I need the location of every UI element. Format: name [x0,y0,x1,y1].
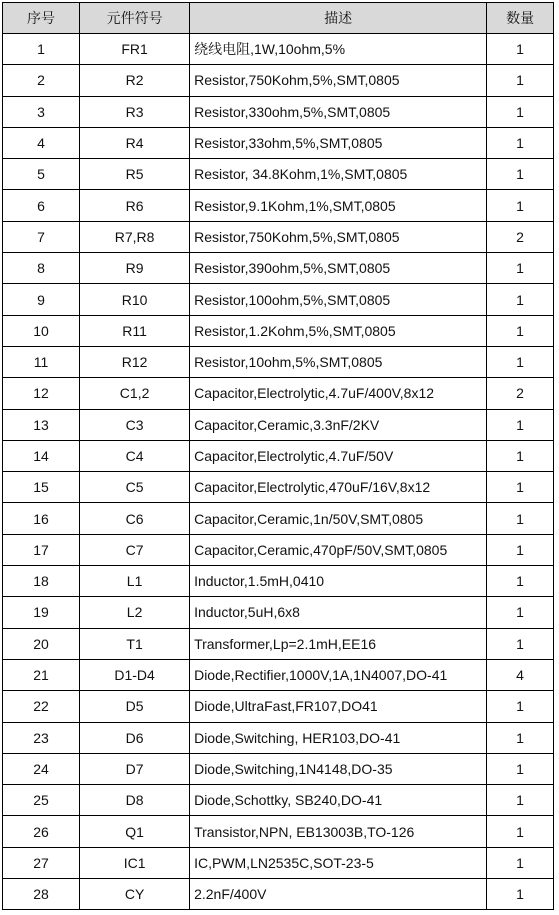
table-row [3,34,554,65]
table-row [3,753,554,784]
cell-index: 12 [3,378,80,409]
table-row [3,597,554,628]
cell-description: Capacitor,Ceramic,1n/50V,SMT,0805 [190,503,487,534]
cell-designator: R7,R8 [80,221,190,252]
table-row [3,503,554,534]
cell-quantity: 1 [487,597,554,628]
cell-designator: C1,2 [80,378,190,409]
cell-quantity: 1 [487,159,554,190]
cell-designator: C3 [80,409,190,440]
cell-index: 22 [3,691,80,722]
cell-designator: CY [80,879,190,910]
cell-index: 6 [3,190,80,221]
cell-description: IC,PWM,LN2535C,SOT-23-5 [190,847,487,878]
cell-description: 绕线电阻,1W,10ohm,5% [190,34,487,65]
cell-designator: R11 [80,315,190,346]
table-row [3,190,554,221]
cell-description: Transformer,Lp=2.1mH,EE16 [190,628,487,659]
cell-description: Capacitor,Electrolytic,4.7uF/50V [190,440,487,471]
cell-description: Capacitor,Ceramic,3.3nF/2KV [190,409,487,440]
cell-description: Resistor,750Kohm,5%,SMT,0805 [190,65,487,96]
table-header [3,3,554,34]
cell-designator: L2 [80,597,190,628]
cell-description: 2.2nF/400V [190,879,487,910]
cell-quantity: 1 [487,566,554,597]
cell-quantity: 1 [487,847,554,878]
cell-quantity: 1 [487,34,554,65]
cell-designator: D1-D4 [80,659,190,690]
cell-quantity: 1 [487,65,554,96]
cell-description: Capacitor,Ceramic,470pF/50V,SMT,0805 [190,534,487,565]
cell-index: 10 [3,315,80,346]
cell-index: 19 [3,597,80,628]
table-row [3,722,554,753]
cell-description: Capacitor,Electrolytic,4.7uF/400V,8x12 [190,378,487,409]
table-row [3,440,554,471]
cell-quantity: 1 [487,691,554,722]
cell-designator: L1 [80,566,190,597]
cell-quantity: 1 [487,315,554,346]
cell-designator: D5 [80,691,190,722]
header-description: 描述 [190,3,487,34]
table-row [3,159,554,190]
table-row [3,691,554,722]
cell-index: 23 [3,722,80,753]
cell-description: Diode,UltraFast,FR107,DO41 [190,691,487,722]
table-row [3,346,554,377]
cell-designator: R12 [80,346,190,377]
cell-designator: IC1 [80,847,190,878]
header-designator: 元件符号 [80,3,190,34]
cell-description: Transistor,NPN, EB13003B,TO-126 [190,816,487,847]
cell-quantity: 1 [487,816,554,847]
cell-designator: R2 [80,65,190,96]
cell-index: 2 [3,65,80,96]
cell-description: Resistor,1.2Kohm,5%,SMT,0805 [190,315,487,346]
cell-index: 20 [3,628,80,659]
cell-designator: R6 [80,190,190,221]
cell-index: 9 [3,284,80,315]
cell-designator: C4 [80,440,190,471]
cell-index: 3 [3,96,80,127]
cell-designator: R10 [80,284,190,315]
cell-index: 11 [3,346,80,377]
table-row [3,534,554,565]
cell-index: 16 [3,503,80,534]
cell-description: Diode,Switching,1N4148,DO-35 [190,753,487,784]
table-body [3,34,554,910]
cell-index: 8 [3,253,80,284]
table-row [3,284,554,315]
cell-index: 25 [3,785,80,816]
cell-description: Diode,Schottky, SB240,DO-41 [190,785,487,816]
cell-designator: R9 [80,253,190,284]
cell-index: 27 [3,847,80,878]
cell-description: Diode,Switching, HER103,DO-41 [190,722,487,753]
cell-quantity: 1 [487,440,554,471]
cell-index: 18 [3,566,80,597]
bom-table [2,2,554,910]
table-row [3,847,554,878]
table-row [3,659,554,690]
cell-quantity: 1 [487,879,554,910]
table-row [3,315,554,346]
cell-index: 4 [3,127,80,158]
cell-quantity: 1 [487,284,554,315]
table-row [3,816,554,847]
table-row [3,127,554,158]
cell-description: Resistor,750Kohm,5%,SMT,0805 [190,221,487,252]
cell-quantity: 1 [487,127,554,158]
cell-index: 1 [3,34,80,65]
cell-description: Inductor,5uH,6x8 [190,597,487,628]
table-row [3,785,554,816]
cell-index: 14 [3,440,80,471]
cell-quantity: 1 [487,785,554,816]
table-row [3,409,554,440]
cell-quantity: 1 [487,534,554,565]
cell-designator: FR1 [80,34,190,65]
cell-designator: D7 [80,753,190,784]
cell-designator: R3 [80,96,190,127]
table-row [3,879,554,910]
cell-quantity: 1 [487,753,554,784]
table-row [3,221,554,252]
table-row [3,378,554,409]
cell-quantity: 2 [487,378,554,409]
cell-designator: R5 [80,159,190,190]
table-row [3,472,554,503]
cell-designator: C7 [80,534,190,565]
cell-index: 21 [3,659,80,690]
cell-index: 24 [3,753,80,784]
cell-designator: R4 [80,127,190,158]
table-row [3,96,554,127]
cell-description: Resistor,330ohm,5%,SMT,0805 [190,96,487,127]
cell-quantity: 4 [487,659,554,690]
cell-quantity: 1 [487,96,554,127]
cell-index: 13 [3,409,80,440]
cell-quantity: 2 [487,221,554,252]
cell-designator: D6 [80,722,190,753]
cell-quantity: 1 [487,503,554,534]
cell-quantity: 1 [487,253,554,284]
cell-designator: Q1 [80,816,190,847]
cell-description: Resistor,9.1Kohm,1%,SMT,0805 [190,190,487,221]
cell-designator: C5 [80,472,190,503]
cell-index: 28 [3,879,80,910]
table-row [3,253,554,284]
cell-quantity: 1 [487,409,554,440]
cell-designator: C6 [80,503,190,534]
cell-index: 17 [3,534,80,565]
header-row [3,3,554,34]
cell-quantity: 1 [487,722,554,753]
cell-description: Inductor,1.5mH,0410 [190,566,487,597]
cell-designator: T1 [80,628,190,659]
cell-designator: D8 [80,785,190,816]
cell-description: Resistor, 34.8Kohm,1%,SMT,0805 [190,159,487,190]
cell-index: 7 [3,221,80,252]
cell-description: Resistor,100ohm,5%,SMT,0805 [190,284,487,315]
cell-description: Diode,Rectifier,1000V,1A,1N4007,DO-41 [190,659,487,690]
table-row [3,628,554,659]
cell-quantity: 1 [487,472,554,503]
cell-quantity: 1 [487,628,554,659]
table-row [3,566,554,597]
cell-index: 26 [3,816,80,847]
cell-index: 15 [3,472,80,503]
cell-description: Resistor,390ohm,5%,SMT,0805 [190,253,487,284]
cell-description: Resistor,10ohm,5%,SMT,0805 [190,346,487,377]
table-row [3,65,554,96]
cell-description: Capacitor,Electrolytic,470uF/16V,8x12 [190,472,487,503]
header-index: 序号 [3,3,80,34]
cell-index: 5 [3,159,80,190]
cell-description: Resistor,33ohm,5%,SMT,0805 [190,127,487,158]
cell-quantity: 1 [487,190,554,221]
cell-quantity: 1 [487,346,554,377]
header-quantity: 数量 [487,3,554,34]
